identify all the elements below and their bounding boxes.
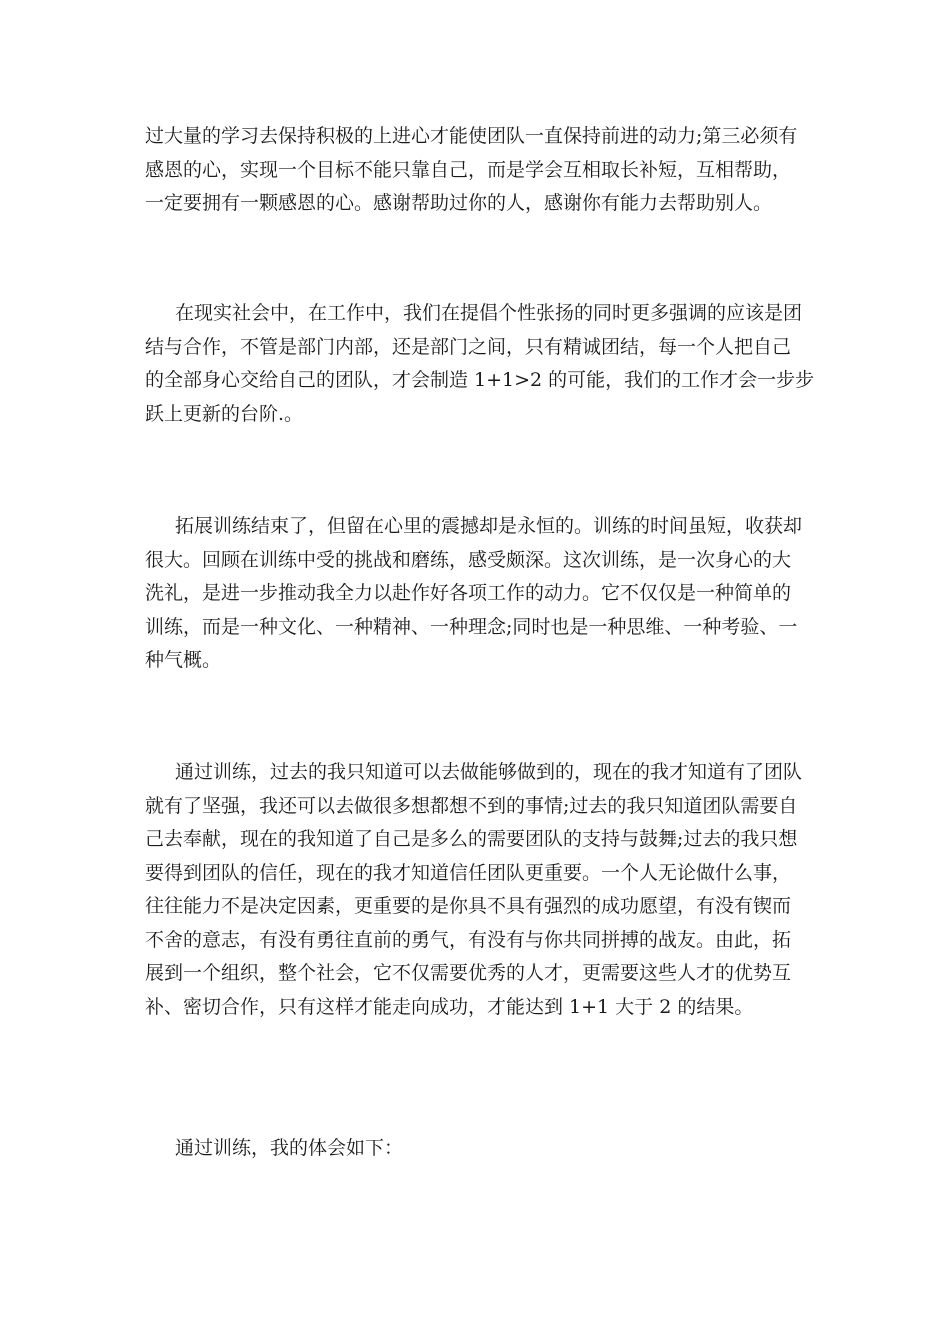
text-line: 感恩的心，实现一个目标不能只靠自己，而是学会互相取长补短，互相帮助， bbox=[145, 158, 792, 181]
text-line: 展到一个组织，整个社会，它不仅需要优秀的人才，更需要这些人才的优势互 bbox=[145, 962, 792, 984]
paragraph-experience-intro bbox=[145, 1132, 810, 1166]
text-line: 过大量的学习去保持积极的上进心才能使团队一直保持前进的动力;第三必须有 bbox=[145, 125, 798, 147]
paragraph-through-training bbox=[145, 756, 810, 1024]
text-line: 要得到团队的信任，现在的我才知道信任团队更重要。一个人无论做什么事， bbox=[145, 861, 792, 884]
text-line: 就有了坚强，我还可以去做很多想都想不到的事情;过去的我只知道团队需要自 bbox=[145, 794, 798, 817]
text-line: 的全部身心交给自己的团队，才会制造 1+1>2 的可能，我们的工作才会一步步 bbox=[145, 369, 815, 391]
text-line: 不舍的意志，有没有勇往直前的勇气，有没有与你共同拼搏的战友。由此，拓 bbox=[145, 928, 792, 951]
text-line: 跃上更新的台阶.。 bbox=[145, 402, 304, 425]
paragraph-gratitude bbox=[145, 120, 810, 221]
text-line: 在现实社会中，在工作中，我们在提倡个性张扬的同时更多强调的应该是团 bbox=[175, 302, 803, 324]
text-line: 一定要拥有一颗感恩的心。感谢帮助过你的人，感谢你有能力去帮助别人。 bbox=[145, 192, 773, 214]
text-line: 通过训练，过去的我只知道可以去做能够做到的，现在的我才知道有了团队 bbox=[175, 761, 803, 783]
text-line: 己去奉献，现在的我知道了自己是多么的需要团队的支持与鼓舞;过去的我只想 bbox=[145, 828, 798, 850]
text-line: 补、密切合作，只有这样才能走向成功，才能达到 1+1 大于 2 的结果。 bbox=[145, 995, 754, 1018]
text-line: 拓展训练结束了，但留在心里的震撼却是永恒的。训练的时间虽短，收获却 bbox=[175, 515, 803, 537]
text-line: 洗礼，是进一步推动我全力以赴作好各项工作的动力。它不仅仅是一种简单的 bbox=[145, 582, 792, 604]
text-line: 训练，而是一种文化、一种精神、一种理念;同时也是一种思维、一种考验、一 bbox=[145, 615, 798, 638]
paragraph-teamwork-society bbox=[145, 297, 815, 431]
text-line: 结与合作，不管是部门内部，还是部门之间，只有精诚团结，每一个人把自己 bbox=[145, 335, 792, 358]
text-line: 种气概。 bbox=[145, 649, 222, 671]
text-line: 很大。回顾在训练中受的挑战和磨练，感受颇深。这次训练，是一次身心的大 bbox=[145, 548, 792, 571]
text-line: 通过训练，我的体会如下： bbox=[175, 1137, 404, 1159]
text-line: 往往能力不是决定因素，更重要的是你具不具有强烈的成功愿望，有没有锲而 bbox=[145, 895, 792, 917]
paragraph-training-end bbox=[145, 510, 810, 678]
